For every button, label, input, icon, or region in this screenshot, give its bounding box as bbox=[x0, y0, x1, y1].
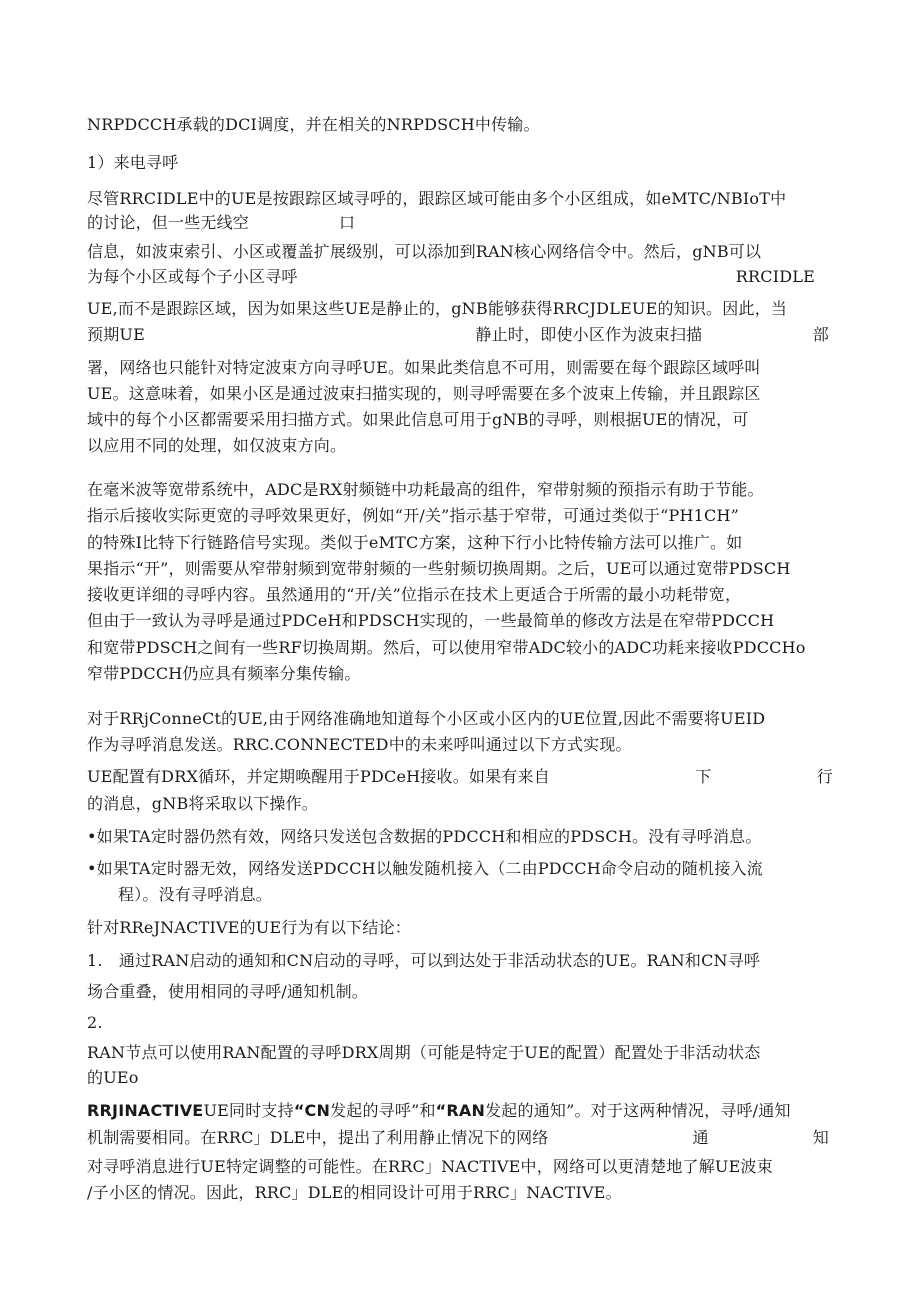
text-line: 窄带PDCCH仍应具有频率分集传输。 bbox=[87, 664, 361, 683]
text-line: 场合重叠，使用相同的寻呼/通知机制。 bbox=[87, 982, 368, 1001]
text-line: 接收更详细的寻呼内容。虽然通用的“开/关”位指示在技术上更适合于所需的最小功耗带宽， bbox=[87, 585, 742, 604]
text-line: 署，网络也只能针对特定波束方向寻呼UE。如果此类信息不可用，则需要在每个跟踪区域呼叫 bbox=[87, 358, 761, 377]
text-fragment-bold: “RAN bbox=[435, 1101, 486, 1120]
numbered-item: 2. bbox=[87, 1013, 103, 1032]
text-line: 在毫米波等宽带系统中，ADC是RX射频链中功耗最高的组件，窄带射频的预指示有助于节能。 bbox=[87, 480, 764, 499]
text-line: 对于RRjConneCt的UE,由于网络准确地知道每个小区或小区内的UE位置,因此不需要将UEID bbox=[87, 709, 766, 728]
text-fragment: 发起的寻呼”和 bbox=[330, 1101, 436, 1120]
text-line: NRPDCCH承载的DCI调度，并在相关的NRPDSCH中传输。 bbox=[87, 115, 540, 134]
text-fragment: 下 bbox=[695, 767, 712, 786]
text-fragment: 通 bbox=[692, 1128, 709, 1147]
text-line bbox=[87, 1126, 847, 1150]
text-line bbox=[87, 765, 847, 789]
text-fragment: 机制需要相同。在RRC」DLE中，提出了利用静止情况下的网络 bbox=[87, 1128, 549, 1147]
text-line: 域中的每个小区都需要采用扫描方式。如果此信息可用于gNB的寻呼，则根据UE的情况，可 bbox=[87, 410, 749, 429]
bullet-item: •如果TA定时器仍然有效，网络只发送包含数据的PDCCH和相应的PDSCH。没有寻呼消息。 bbox=[87, 827, 762, 846]
section-heading: 1）来电寻呼 bbox=[87, 153, 179, 172]
text-fragment: UE配置有DRX循环，并定期唤醒用于PDCeH接收。如果有来自 bbox=[87, 767, 550, 786]
text-fragment: 的讨论，但一些无线空 bbox=[87, 213, 250, 232]
text-fragment: 为每个小区或每个子小区寻呼 bbox=[87, 267, 298, 286]
text-line bbox=[87, 265, 847, 289]
text-line bbox=[87, 211, 847, 235]
text-fragment: 知 bbox=[812, 1128, 829, 1147]
text-line bbox=[87, 323, 847, 347]
bullet-item: •如果TA定时器无效，网络发送PDCCH以触发随机接入（二由PDCCH命令启动的随机接入流 bbox=[87, 859, 763, 878]
text-fragment: 发起的通知”。对于这两种情况，寻呼/通知 bbox=[485, 1101, 791, 1120]
text-fragment: 行 bbox=[816, 767, 833, 786]
text-fragment-bold: “CN bbox=[293, 1101, 331, 1120]
text-line: 和宽带PDSCH之间有一些RF切换周期。然后，可以使用窄带ADC较小的ADC功耗来接收PDCCHo bbox=[87, 638, 806, 657]
text-line: 指示后接收实际更宽的寻呼效果更好，例如“开/关”指示基于窄带，可通过类似于“PH1CH” bbox=[87, 506, 740, 525]
text-line: 但由于一致认为寻呼是通过PDCeH和PDSCH实现的，一些最简单的修改方法是在窄带PDCCH bbox=[87, 611, 775, 630]
text-line: 的UEo bbox=[87, 1068, 139, 1087]
text-line bbox=[87, 1099, 847, 1123]
text-fragment: UE同时支持 bbox=[203, 1101, 294, 1120]
text-line: 对寻呼消息进行UE特定调整的可能性。在RRC」NACTIVE中，网络可以更清楚地了解UE波束 bbox=[87, 1157, 773, 1176]
text-fragment: 预期UE bbox=[87, 325, 145, 344]
text-line: 以应用不同的处理，如仅波束方向。 bbox=[87, 436, 347, 455]
text-fragment: 静止时，即使小区作为波束扫描 bbox=[475, 325, 703, 344]
text-line: 的消息，gNB将采取以下操作。 bbox=[87, 794, 319, 813]
text-line: 针对RReJNACTIVE的UE行为有以下结论： bbox=[87, 918, 411, 937]
numbered-item: 1. 通过RAN启动的通知和CN启动的寻呼，可以到达处于非活动状态的UE。RAN和CN寻呼 bbox=[87, 951, 761, 970]
text-fragment-bold: RRJINACTIVE bbox=[87, 1101, 204, 1120]
bullet-continuation: 程）。没有寻呼消息。 bbox=[118, 885, 273, 904]
text-line: 果指示“开”，则需要从窄带射频到宽带射频的一些射频切换周期。之后，UE可以通过宽带PDSCH bbox=[87, 559, 791, 578]
text-fragment: 部 bbox=[812, 325, 829, 344]
text-line: 作为寻呼消息发送。RRC.CONNECTED中的未来呼叫通过以下方式实现。 bbox=[87, 735, 632, 754]
text-fragment: RRCIDLE bbox=[735, 267, 815, 286]
text-line: UE,而不是跟踪区域，因为如果这些UE是静止的，gNB能够获得RRCJDLEUE的知识。因此，当 bbox=[87, 299, 788, 318]
text-line: RAN节点可以使用RAN配置的寻呼DRX周期（可能是特定于UE的配置）配置处于非活动状态 bbox=[87, 1043, 761, 1062]
text-line: 信息，如波束索引、小区或覆盖扩展级别，可以添加到RAN核心网络信令中。然后，gNB可以 bbox=[87, 242, 762, 261]
text-line: 的特殊I比特下行链路信号实现。类似于eMTC方案，这种下行小比特传输方法可以推广。如 bbox=[87, 533, 743, 552]
text-line: UE。这意味着，如果小区是通过波束扫描实现的，则寻呼需要在多个波束上传输，并且跟踪区 bbox=[87, 384, 761, 403]
text-line: /子小区的情况。因此，RRC」DLE的相同设计可用于RRC」NACTIVE。 bbox=[87, 1183, 622, 1202]
text-fragment: 口 bbox=[339, 213, 356, 232]
text-line: 尽管RRCIDLE中的UE是按跟踪区域寻呼的，跟踪区域可能由多个小区组成，如eMTC/NBIoT中 bbox=[87, 189, 787, 208]
